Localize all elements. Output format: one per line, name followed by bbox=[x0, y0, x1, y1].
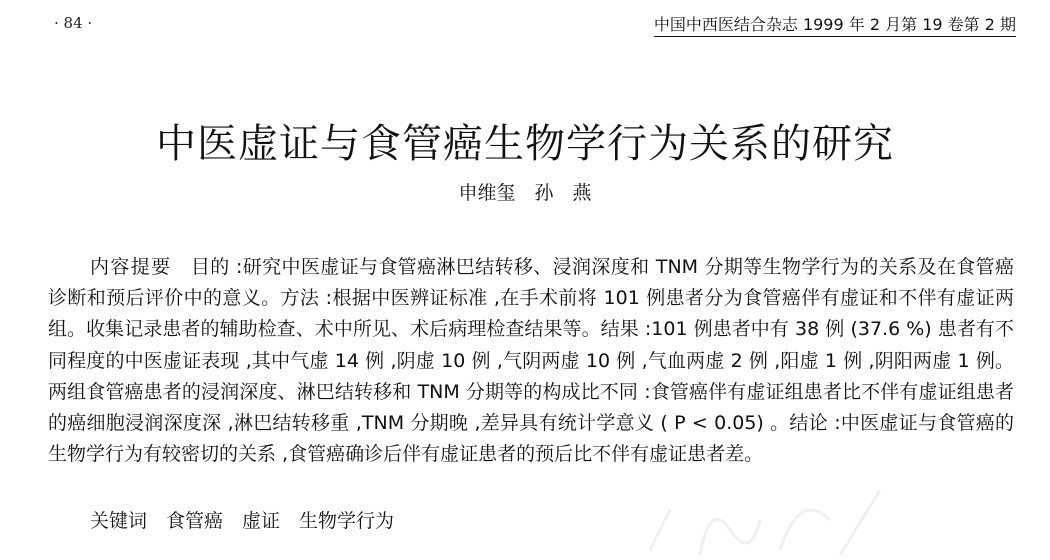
abstract-paragraph bbox=[48, 252, 1014, 470]
journal-citation: 中国中西医结合杂志 1999 年 2 月第 19 卷第 2 期 bbox=[654, 12, 1016, 37]
article-title: 中医虚证与食管癌生物学行为关系的研究 bbox=[156, 121, 894, 167]
abstract-label: 内容提要 bbox=[90, 256, 172, 278]
article-authors: 申维玺 孙 燕 bbox=[458, 182, 592, 204]
watermark-mark bbox=[640, 470, 900, 560]
page-header bbox=[0, 0, 1050, 40]
keywords-line: 关键词 食管癌 虚证 生物学行为 bbox=[90, 510, 395, 532]
page-number: · 84 · bbox=[54, 14, 93, 32]
abstract-text: 目的 :研究中医虚证与食管癌淋巴结转移、浸润深度和 TNM 分期等生物学行为的关系及在食管癌诊断和预后评价中的意义。方法 :根据中医辨证标准 ,在手术前将 101 例患者分为食管癌伴有虚证和不伴有虚证两组。收集记录患者的辅助检查、术中所见、术后病理检查结果等。结果 :101 例患者中有 38 例 (37.6 %) 患者有不同程度的中医虚证表现 ,其中气虚 14 例 ,阴虚 10 例 ,气阴两虚 10 例 ,气血两虚 2 例 ,阳虚 1 例 ,阴阳两虚 1 例。两组食管癌患者的浸润深度、淋巴结转移和 TNM 分期等的构成比不同 :食管癌伴有虚证组患者比不伴有虚证组患者的癌细胞浸润深度深 ,淋巴结转移重 ,TNM 分期晚 ,差异具有统计学意义 ( P < 0.05) 。结论 :中医虚证与食管癌的生物学行为有较密切的关系 ,食管癌确诊后伴有虚证患者的预后比不伴有虚证患者差。 bbox=[48, 256, 1014, 466]
